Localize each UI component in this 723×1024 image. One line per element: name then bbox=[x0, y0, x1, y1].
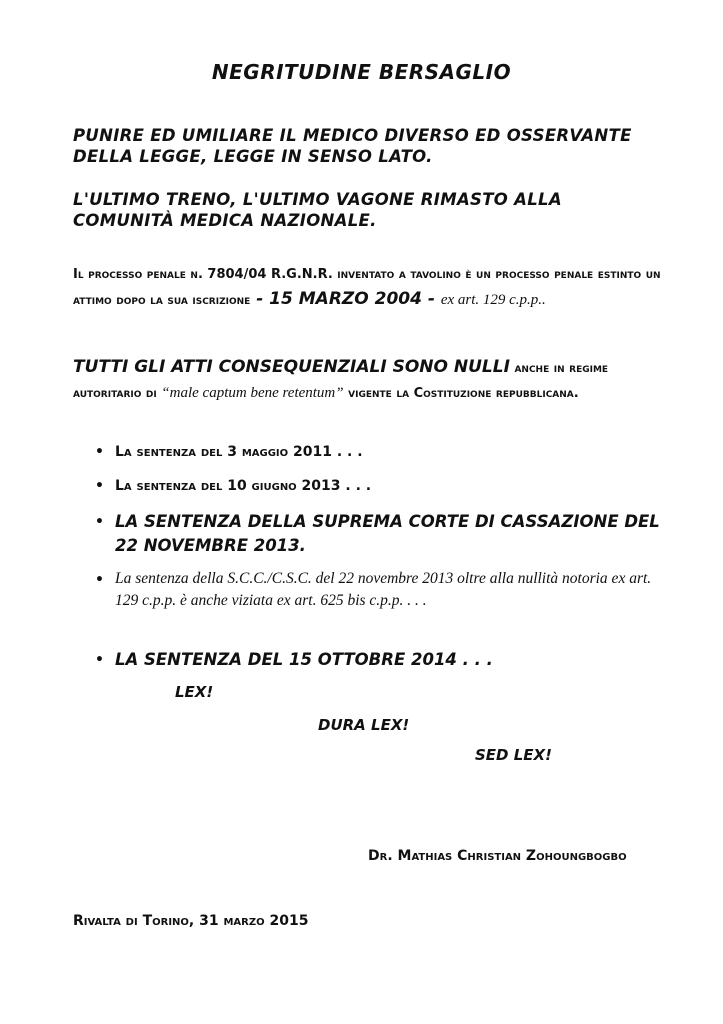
list-item bbox=[95, 440, 660, 464]
list-item bbox=[95, 568, 660, 612]
place-date: Rivalta di Torino, 31 marzo 2015 bbox=[73, 913, 309, 929]
list-item-text: La sentenza della S.C.C./C.S.C. del 22 novembre 2013 oltre alla nullità notoria ex art. 129 c.p.p. è anche viziata ex art. 625 bis c.p.p. . . . bbox=[115, 570, 652, 609]
list-item-text: La sentenza del 3 maggio 2011 . . . bbox=[115, 444, 363, 460]
list-item bbox=[95, 474, 660, 498]
list-item-text: La sentenza del 10 giugno 2013 . . . bbox=[115, 478, 372, 494]
heading-punire: PUNIRE ED UMILIARE IL MEDICO DIVERSO ED OSSERVANTE DELLA LEGGE, LEGGE IN SENSO LATO. bbox=[73, 126, 632, 166]
list-item-text: LA SENTENZA DEL 15 OTTOBRE 2014 . . . bbox=[115, 650, 493, 669]
list-item bbox=[95, 648, 660, 672]
paragraph-atti-text-end: vigente la Costituzione repubblicana. bbox=[343, 386, 579, 401]
paragraph-atti bbox=[73, 355, 661, 406]
paragraph-processo-article: ex art. 129 c.p.p.. bbox=[440, 292, 546, 308]
signature: Dr. Mathias Christian Zohoungbogbo bbox=[368, 848, 627, 864]
bullet-icon: • bbox=[95, 514, 104, 530]
paragraph-processo-text: Il processo penale n. 7804/04 R.G.N.R. inventato a tavolino è un processo penale estinto un attimo dopo la sua iscrizione bbox=[73, 267, 661, 308]
lex-line-3: SED LEX! bbox=[475, 746, 552, 764]
lex-line-1: LEX! bbox=[175, 683, 214, 701]
paragraph-processo bbox=[73, 263, 661, 313]
heading-ultimo-treno: L'ULTIMO TRENO, L'ULTIMO VAGONE RIMASTO ALLA COMUNITÀ MEDICA NAZIONALE. bbox=[73, 190, 562, 230]
paragraph-processo-date: - 15 MARZO 2004 - bbox=[250, 289, 441, 309]
paragraph-atti-text: anche in regime autoritario di bbox=[73, 361, 609, 401]
document-title: NEGRITUDINE BERSAGLIO bbox=[211, 60, 512, 84]
paragraph-atti-emphasis: TUTTI GLI ATTI CONSEQUENZIALI SONO NULLI bbox=[73, 357, 510, 377]
bullet-icon: • bbox=[95, 572, 104, 588]
bullet-icon: • bbox=[95, 478, 104, 494]
paragraph-atti-quote: “male captum bene retentum” bbox=[161, 385, 344, 401]
bullet-icon: • bbox=[95, 652, 104, 668]
list-item bbox=[95, 510, 660, 558]
lex-line-2: DURA LEX! bbox=[318, 716, 410, 734]
list-item-text: LA SENTENZA DELLA SUPREMA CORTE DI CASSAZIONE DEL 22 NOVEMBRE 2013. bbox=[115, 512, 660, 555]
bullet-icon: • bbox=[95, 444, 104, 460]
